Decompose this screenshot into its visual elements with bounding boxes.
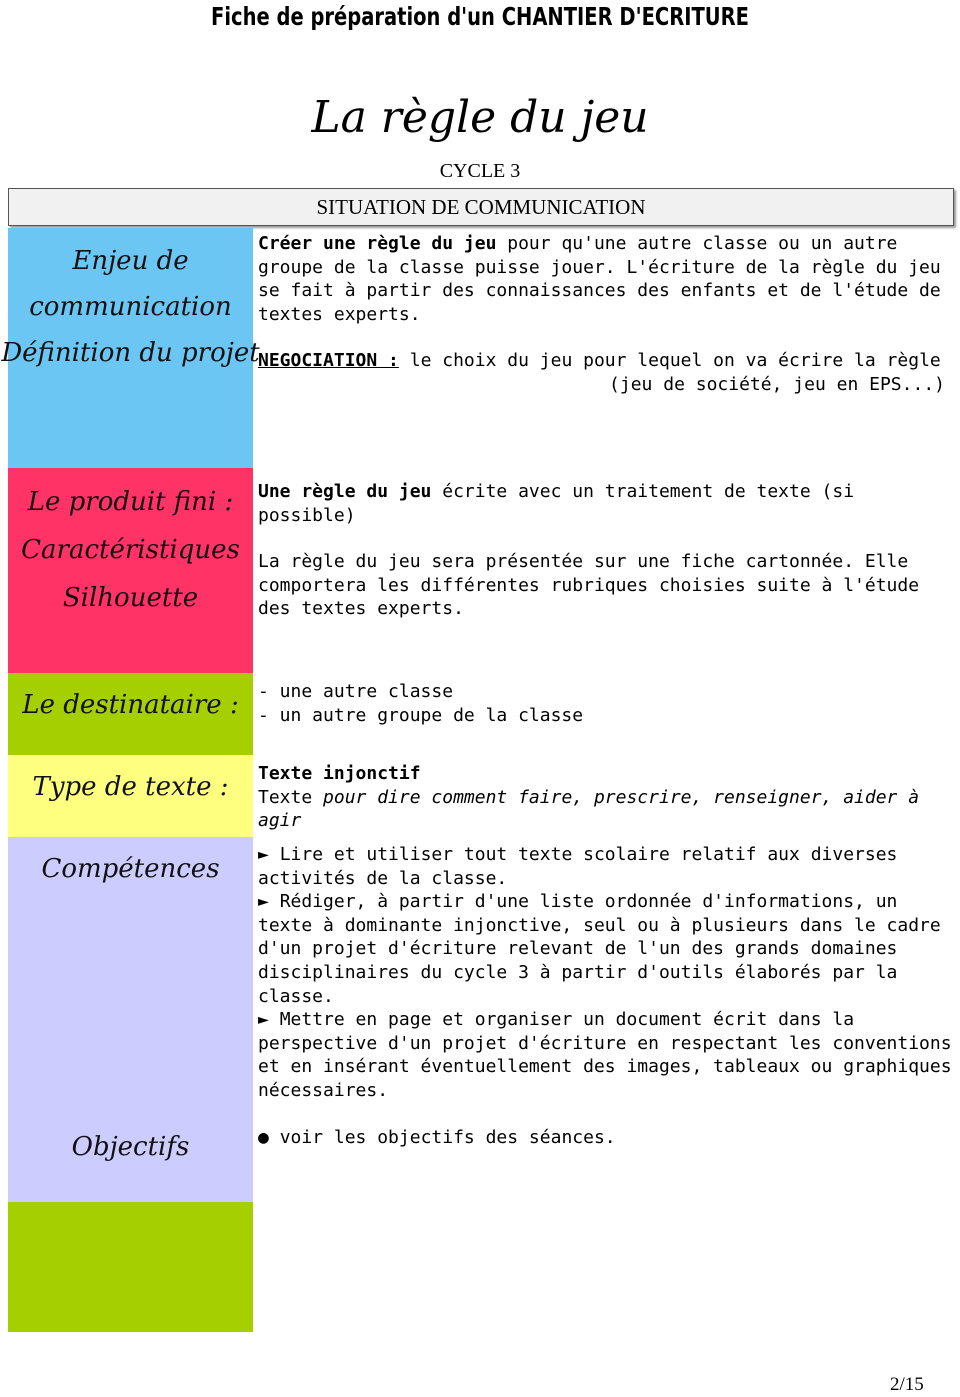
destinataire-line-1: - une autre classe [258,681,454,702]
produit-label-2: Caractéristiques [21,535,240,565]
objectifs-label: Objectifs [71,1132,190,1162]
enjeu-label-cell [1,228,260,468]
objectifs-item: ● voir les objectifs des séances. [258,1127,616,1148]
enjeu-label-2: communication [29,292,232,322]
enjeu-bold: Créer une règle du jeu [258,233,497,254]
empty-cell [8,1202,253,1332]
bullet-icon: ● [258,1127,280,1148]
produit-paragraph-2: La règle du jeu sera présentée sur une fiche cartonnée. Elle comportera les différentes rubriques choisies suite à l'étude des textes experts. [258,551,920,620]
enjeu-content [258,232,953,397]
type-description [258,786,953,833]
competences-content [258,843,953,1103]
enjeu-text: pour qu'une autre classe ou un autre groupe de la classe puisse jouer. L'écriture de la règle du jeu se fait à partir des connaissances des enfants et de l'étude de textes experts. [258,233,941,325]
type-bold: Texte injonctif [258,763,421,784]
arrow-icon: ► [258,844,280,865]
competences-label: Compétences [41,854,220,884]
produit-content [258,480,953,621]
produit-label-cell [8,468,253,673]
enjeu-paragraph-2 [258,349,953,373]
enjeu-label-1: Enjeu de [72,246,189,276]
page-title: La règle du jeu [311,92,649,143]
arrow-icon: ► [258,891,280,913]
produit-text: écrite avec un traitement de texte (si possible) [258,481,855,526]
type-label-cell [8,755,253,837]
arrow-icon: ► [258,1009,280,1031]
negociation-label: NEGOCIATION : [258,350,399,372]
destinataire-line-2: - un autre groupe de la classe [258,704,584,726]
document-header-title: Fiche de préparation d'un CHANTIER D'ECRITURE [211,2,749,31]
competence-item: ► Rédiger, à partir d'une liste ordonnée d'informations, un texte à dominante injonctive, seul ou à plusieurs dans le cadre d'un projet d'écriture relevant de l'un des grands domaines disciplinaires du cycle 3 à partir d'outils élaborés par la classe. [258,891,941,1007]
destinataire-content [258,680,953,727]
type-content [258,762,953,833]
enjeu-paragraph-3: (jeu de société, jeu en EPS...) [609,373,945,395]
page-number: 2/15 [890,1374,924,1395]
produit-label-3: Silhouette [62,583,199,613]
destinataire-label-cell [8,673,253,755]
produit-paragraph-1 [258,480,953,527]
type-plain: Texte [258,786,324,808]
type-label: Type de texte : [32,772,229,802]
objectifs-content [258,1126,953,1150]
enjeu-paragraph-1 [258,232,953,326]
produit-label-1: Le produit fini : [27,487,234,517]
negociation-text: le choix du jeu pour lequel on va écrire la règle [398,350,941,372]
type-italic: pour dire comment faire, prescrire, renseigner, aider à agir [258,786,920,832]
competences-label-cell [8,837,253,1202]
situation-banner: SITUATION DE COMMUNICATION [8,188,954,226]
competence-item: ► Lire et utiliser tout texte scolaire relatif aux diverses activités de la classe. [258,844,898,889]
produit-bold: Une règle du jeu [258,481,432,502]
cycle-label: CYCLE 3 [439,160,521,182]
enjeu-label-3: Définition du projet [1,338,260,368]
competence-item: ► Mettre en page et organiser un document écrit dans la perspective d'un projet d'écriture en respectant les conventions et en insérant éventuellement des images, tableaux ou graphiques nécessaires. [258,1009,952,1101]
destinataire-label: Le destinataire : [22,690,239,720]
